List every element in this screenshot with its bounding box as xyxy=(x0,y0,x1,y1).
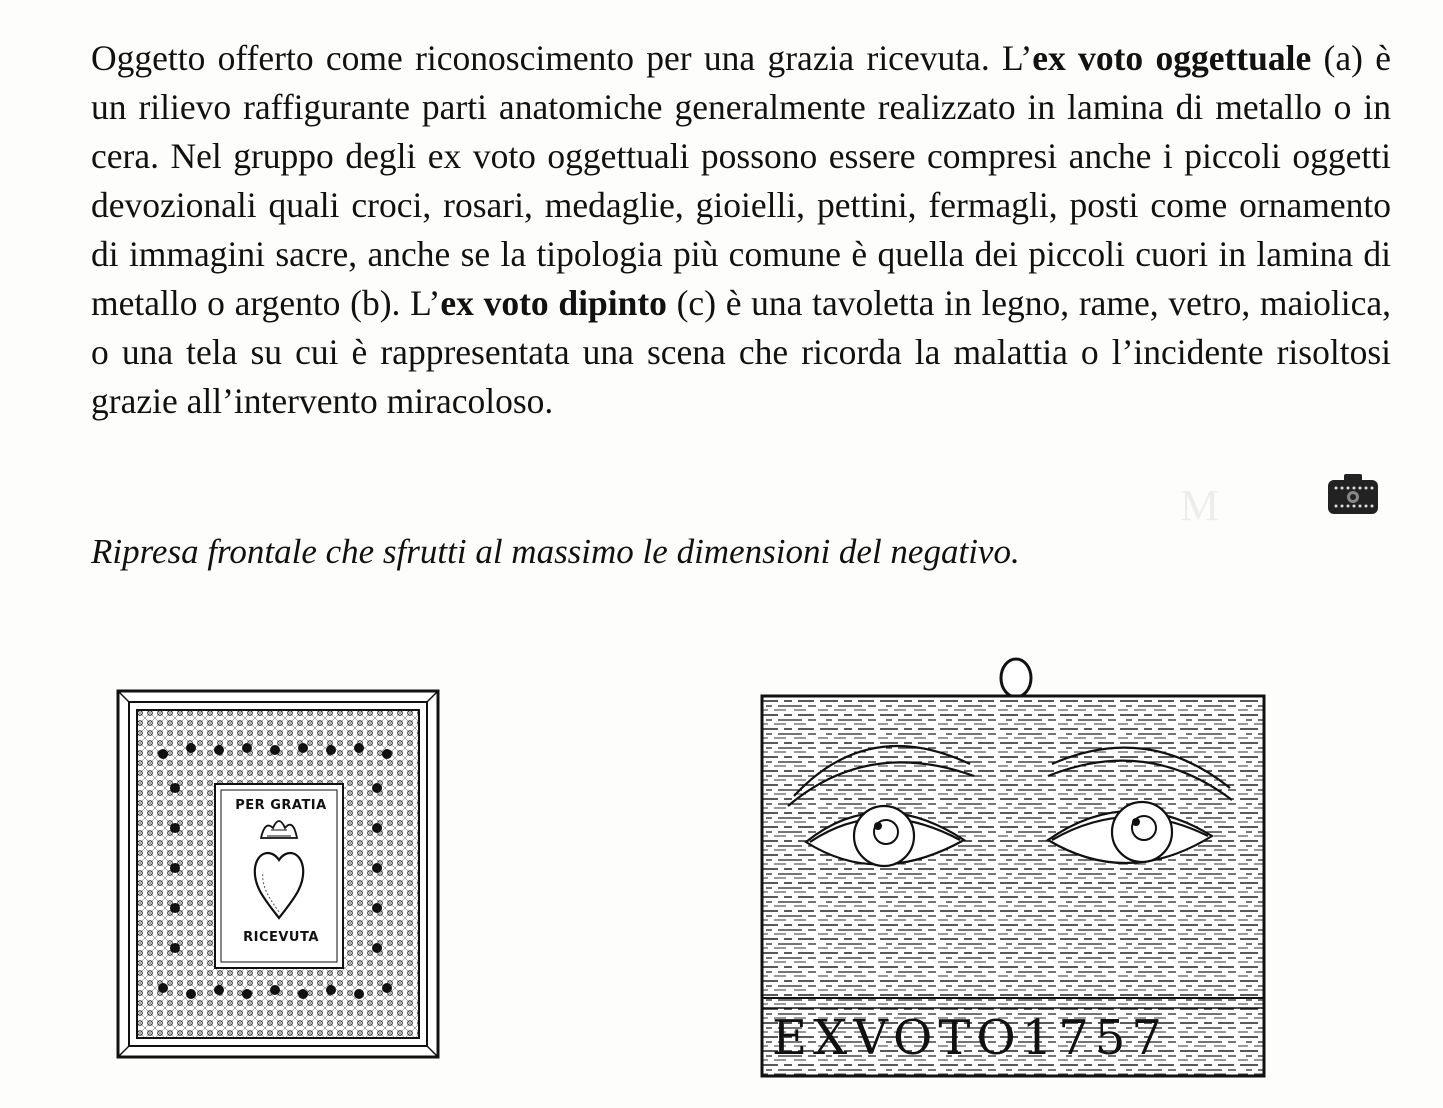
term-ex-voto-dipinto: ex voto dipinto xyxy=(440,283,667,323)
description-paragraph xyxy=(91,34,1391,426)
ex-voto-year-inscription: EXVOTO1757 xyxy=(772,1010,1168,1066)
ex-voto-heart-figure xyxy=(115,688,443,1060)
term-ex-voto-oggettuale: ex voto oggettuale xyxy=(1032,38,1312,78)
ex-voto-eyes-figure xyxy=(758,656,1268,1080)
heart-bottom-inscription: RICEVUTA xyxy=(243,930,319,945)
heart-top-inscription: PER GRATIA xyxy=(235,798,327,813)
bleed-through-text: M xyxy=(1180,481,1221,530)
caption-text: Ripresa frontale che sfrutti al massimo le dimensioni del negativo. xyxy=(91,532,1020,571)
paragraph-text-2: (a) è un rilievo raffigurante parti anatomiche generalmente realizzato in lamina di metallo o in cera. Nel gruppo degli ex voto oggettuali possono essere compresi anche i piccoli oggetti devozionali quali croci, rosari, medaglie, gioielli, pettini, fermagli, posti come ornamento di immagini sacre, anche se la tipologia più comune è quella dei piccoli cuori in lamina di metallo o argento (b). L’ xyxy=(91,38,1391,323)
paragraph-text-1: Oggetto offerto come riconoscimento per una grazia ricevuta. L’ xyxy=(91,38,1033,78)
paragraph-text-3: (c) è una tavoletta in legno, rame, vetro, maiolica, o una tela su cui è rappresentata una scena che ricorda la malattia o l’incidente risoltosi grazie all’intervento miracoloso. xyxy=(91,283,1392,421)
camera-film-icon xyxy=(1326,472,1380,516)
